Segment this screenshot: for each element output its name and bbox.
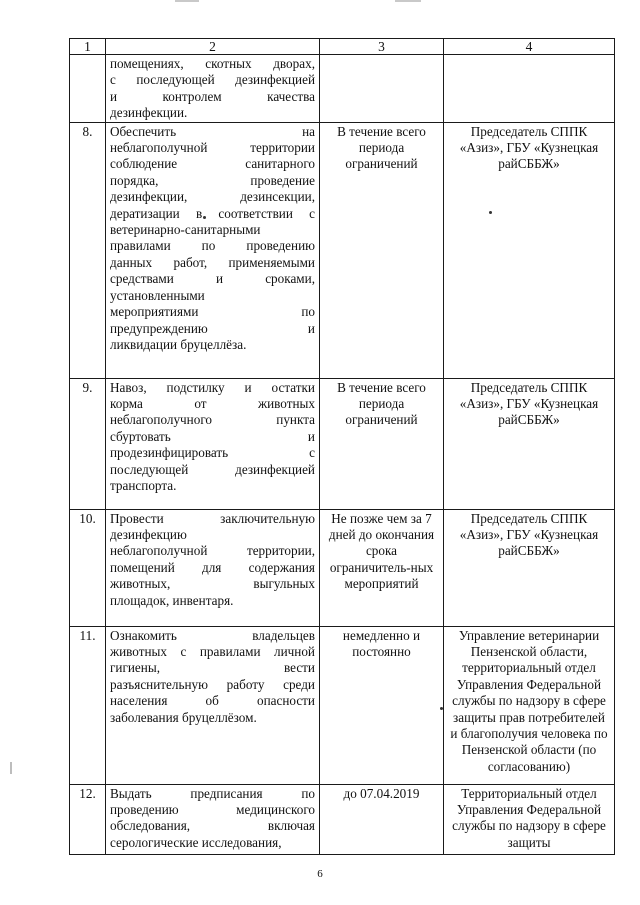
measure-description [106, 55, 320, 123]
responsible-party: Территориальный отдел Управления Федеральной службы по надзору в сфере защиты [444, 784, 615, 854]
description-line: последующей дезинфекцией [110, 461, 315, 477]
column-number-header: 3 [320, 39, 444, 55]
description-line: транспорта. [110, 478, 177, 494]
item-number [70, 55, 106, 123]
description-line: помещениях, скотных дворах, [110, 56, 315, 71]
measure-description [106, 509, 320, 626]
table-row [70, 378, 615, 509]
description-line: дезинфекции. [110, 105, 188, 121]
deadline: немедленно и постоянно [320, 626, 444, 784]
responsible-party [444, 55, 615, 123]
measure-description [106, 784, 320, 854]
description-line: Выдать предписания по [110, 785, 315, 801]
scan-artifact [175, 0, 199, 2]
description-line: ликвидации бруцеллёза. [110, 336, 247, 352]
description-line: Провести заключительную [110, 510, 315, 526]
measure-description [106, 626, 320, 784]
description-line: предупреждению и [110, 320, 315, 336]
deadline: В течение всего периода ограничений [320, 378, 444, 509]
responsible-party: Председатель СППК «Азиз», ГБУ «Кузнецкая райСББЖ» [444, 122, 615, 378]
description-line: неблагополучного пункта [110, 412, 315, 428]
description-line: установленными [110, 287, 205, 303]
description-line: помещений для содержания [110, 559, 315, 575]
description-line: населения об опасности [110, 693, 315, 709]
description-line: правилами по проведению [110, 238, 315, 254]
table-row [70, 122, 615, 378]
item-number: 9. [70, 378, 106, 509]
description-line: разъяснительную работу среди [110, 676, 315, 692]
description-line: с последующей дезинфекцией [110, 72, 315, 88]
item-number: 12. [70, 784, 106, 854]
table-row [70, 626, 615, 784]
description-line: Ознакомить владельцев [110, 627, 315, 643]
measure-description [106, 378, 320, 509]
column-number-header: 4 [444, 39, 615, 55]
description-line: сбуртовать и [110, 428, 315, 444]
description-line: серологические исследования, [110, 834, 282, 850]
description-line: данных работ, применяемыми [110, 254, 315, 270]
deadline [320, 55, 444, 123]
description-line: и контролем качества [110, 88, 315, 104]
description-line: соблюдение санитарного [110, 156, 315, 172]
page-number: 6 [317, 868, 323, 880]
scan-artifact [395, 0, 421, 2]
deadline: Не позже чем за 7 дней до окончания срока ограничитель-ных мероприятий [320, 509, 444, 626]
item-number: 8. [70, 122, 106, 378]
scan-artifact [10, 762, 12, 774]
description-line: заболевания бруцеллёзом. [110, 709, 257, 725]
description-line: площадок, инвентаря. [110, 592, 234, 608]
description-line: проведению медицинского [110, 802, 315, 818]
description-line: дератизации в соответствии с [110, 205, 315, 221]
description-line: неблагополучной территории, [110, 543, 315, 559]
description-line: дезинфекции, дезинсекции, [110, 189, 315, 205]
description-line: неблагополучной территории [110, 140, 315, 156]
item-number: 10. [70, 509, 106, 626]
table-row [70, 784, 615, 854]
description-line: Обеспечить на [110, 123, 315, 139]
item-number: 11. [70, 626, 106, 784]
description-line: животных с правилами личной [110, 644, 315, 660]
description-line: ветеринарно-санитарными [110, 222, 261, 238]
table-header-row [70, 39, 615, 55]
deadline: В течение всего периода ограничений [320, 122, 444, 378]
description-line: обследования, включая [110, 818, 315, 834]
responsible-party: Председатель СППК «Азиз», ГБУ «Кузнецкая райСББЖ» [444, 378, 615, 509]
deadline: до 07.04.2019 [320, 784, 444, 854]
column-number-header: 1 [70, 39, 106, 55]
table-body [70, 55, 615, 855]
responsible-party: Управление ветеринарии Пензенской области, территориальный отдел Управления Федеральной службы по надзору в сфере защиты прав потребителей и благополучия человека по Пензенской области (по согласованию) [444, 626, 615, 784]
description-line: порядка, проведение [110, 172, 315, 188]
description-line: гигиены, вести [110, 660, 315, 676]
table-row [70, 55, 615, 123]
measures-table [69, 38, 615, 855]
description-line: продезинфицировать с [110, 445, 315, 461]
column-number-header: 2 [106, 39, 320, 55]
description-line: мероприятиями по [110, 304, 315, 320]
description-line: корма от животных [110, 396, 315, 412]
responsible-party: Председатель СППК «Азиз», ГБУ «Кузнецкая райСББЖ» [444, 509, 615, 626]
description-line: животных, выгульных [110, 576, 315, 592]
measure-description [106, 122, 320, 378]
description-line: средствами и сроками, [110, 271, 315, 287]
description-line: Навоз, подстилку и остатки [110, 379, 315, 395]
description-line: дезинфекцию [110, 527, 187, 543]
table-row [70, 509, 615, 626]
